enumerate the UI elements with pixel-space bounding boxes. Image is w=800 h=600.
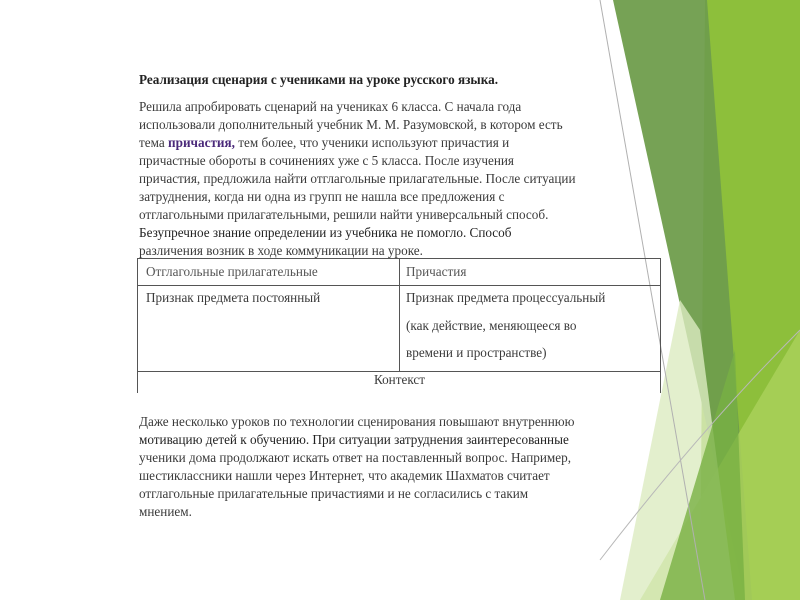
paragraph1-line: Решила апробировать сценарий на учениках 6 класса. С начала года — [139, 99, 522, 114]
text: тема — [139, 135, 169, 150]
table-cell: времени и пространстве) — [406, 345, 547, 360]
paragraph1-line: затруднения, когда ни одна из групп не нашла все предложения с — [139, 189, 505, 204]
table-footer: Контекст — [373, 372, 426, 387]
row-divider — [138, 285, 661, 286]
paragraph2-line: мнением. — [139, 504, 192, 519]
paragraph1-line: причастия, предложила найти отглагольные прилагательные. После ситуации — [139, 171, 576, 186]
column-divider — [399, 259, 400, 371]
table-cell: Признак предмета постоянный — [146, 290, 321, 305]
paragraph1-line: различения возник в ходе коммуникации на уроке. — [139, 243, 423, 258]
table-cell: (как действие, меняющееся во — [406, 318, 577, 333]
paragraph1-line: причастные обороты в сочинениях уже с 5 класса. После изучения — [139, 153, 514, 168]
text: тем более, что ученики используют причастия и — [234, 135, 510, 150]
table-cell: Признак предмета процессуальный — [406, 290, 606, 305]
paragraph2-line: ученики дома продолжают искать ответ на поставленный вопрос. Например, — [139, 450, 572, 465]
table-header-participles: Причастия — [406, 264, 467, 279]
highlighted-term: причастия, — [168, 135, 235, 150]
paragraph2-line: мотивацию детей к обучению. При ситуации затруднения заинтересованные — [139, 432, 569, 447]
paragraph2-line: отглагольные прилагательные причастиями и не согласились с таким — [139, 486, 529, 501]
paragraph1-line: Безупречное знание определении из учебника не помогло. Способ — [139, 225, 512, 240]
paragraph2-line: шестиклассники нашли через Интернет, что академик Шахматов считает — [139, 468, 550, 483]
table-header-adjectives: Отглагольные прилагательные — [146, 264, 318, 279]
paragraph1-line: использовали дополнительный учебник М. М. Разумовской, в котором есть — [139, 117, 563, 132]
comparison-table — [137, 258, 661, 393]
slide-title: Реализация сценария с учениками на уроке русского языка. — [139, 72, 498, 87]
paragraph2-line: Даже несколько уроков по технологии сценирования повышают внутреннюю — [139, 414, 575, 429]
paragraph1-line: отглагольными прилагательными, решили найти универсальный способ. — [139, 207, 549, 222]
paragraph1-line — [139, 135, 509, 151]
